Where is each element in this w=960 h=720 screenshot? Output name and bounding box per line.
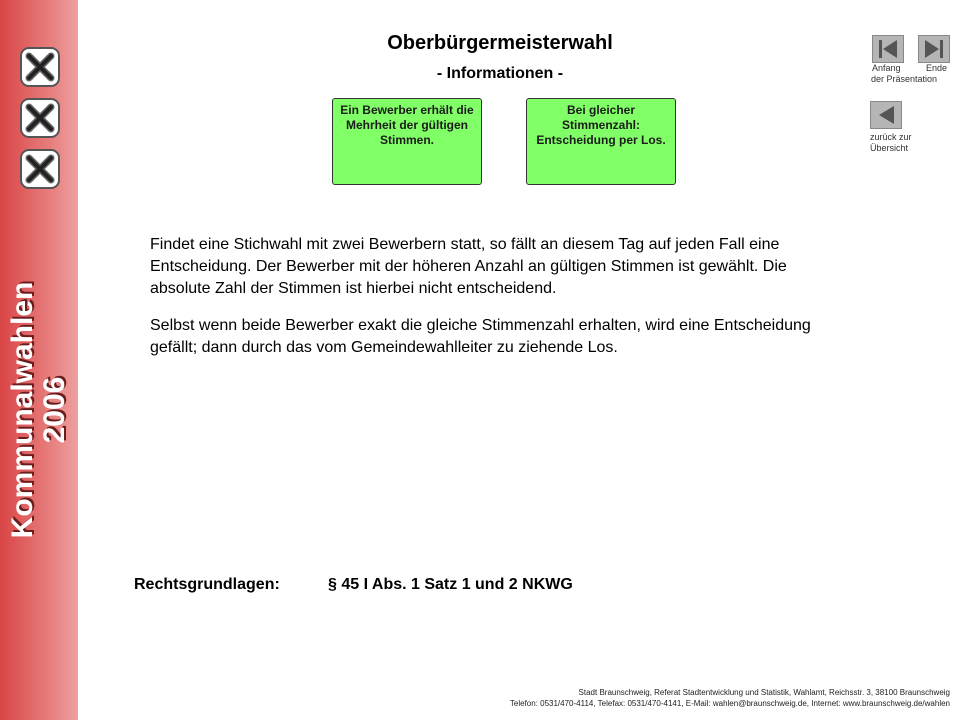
nav-back-label-1: zurück zur	[870, 132, 912, 142]
nav-back-label-2: Übersicht	[870, 143, 909, 153]
info-box-majority	[332, 98, 482, 185]
nav-last-label: Ende	[926, 63, 948, 73]
footer-contact: Telefon: 0531/470-4114, Telefax: 0531/470-4141, E-Mail: wahlen@braunschweig.de, Internet: www.braunschweig.de/wahlen	[509, 699, 950, 708]
legal-basis-value: § 45 I Abs. 1 Satz 1 und 2 NKWG	[328, 576, 573, 593]
legal-basis-label: Rechtsgrundlagen:	[134, 576, 280, 593]
sidebar	[0, 0, 78, 720]
page-title: Oberbürgermeisterwahl	[387, 32, 613, 54]
info-box-tie-text: Bei gleicher Stimmenzahl: Entscheidung per Los.	[536, 103, 666, 147]
ballot-x-icon	[18, 96, 62, 140]
sidebar-caption-line2: 2006	[38, 376, 71, 444]
info-box-tie	[526, 98, 676, 185]
footer-address: Stadt Braunschweig, Referat Stadtentwicklung und Statistik, Wahlamt, Reichsstr. 3, 38100 Braunschweig	[578, 688, 950, 697]
back-icon[interactable]	[870, 101, 902, 129]
skip-last-icon[interactable]	[918, 35, 950, 63]
sidebar-caption	[8, 282, 70, 539]
info-box-majority-text: Ein Bewerber erhält die Mehrheit der gültigen Stimmen.	[340, 103, 474, 147]
body-paragraph-1: Findet eine Stichwahl mit zwei Bewerbern statt, so fällt an diesem Tag auf jeden Fall eine Entscheidung. Der Bewerber mit der höheren Anzahl an gültigen Stimmen ist gewählt. Die absolute Zahl der Stimmen ist hierbei nicht entscheidend.	[150, 236, 787, 297]
nav-presentation-label: der Präsentation	[871, 74, 938, 84]
nav-first-label: Anfang	[872, 63, 901, 73]
sidebar-caption-line1: Kommunalwahlen	[6, 281, 39, 539]
skip-first-icon[interactable]	[872, 35, 904, 63]
ballot-x-icon	[18, 147, 62, 191]
body-paragraph-2: Selbst wenn beide Bewerber exakt die gleiche Stimmenzahl erhalten, wird eine Entscheidung gefällt; dann durch das vom Gemeindewahlleiter zu ziehende Los.	[150, 317, 811, 356]
page-subtitle: - Informationen -	[436, 65, 564, 82]
